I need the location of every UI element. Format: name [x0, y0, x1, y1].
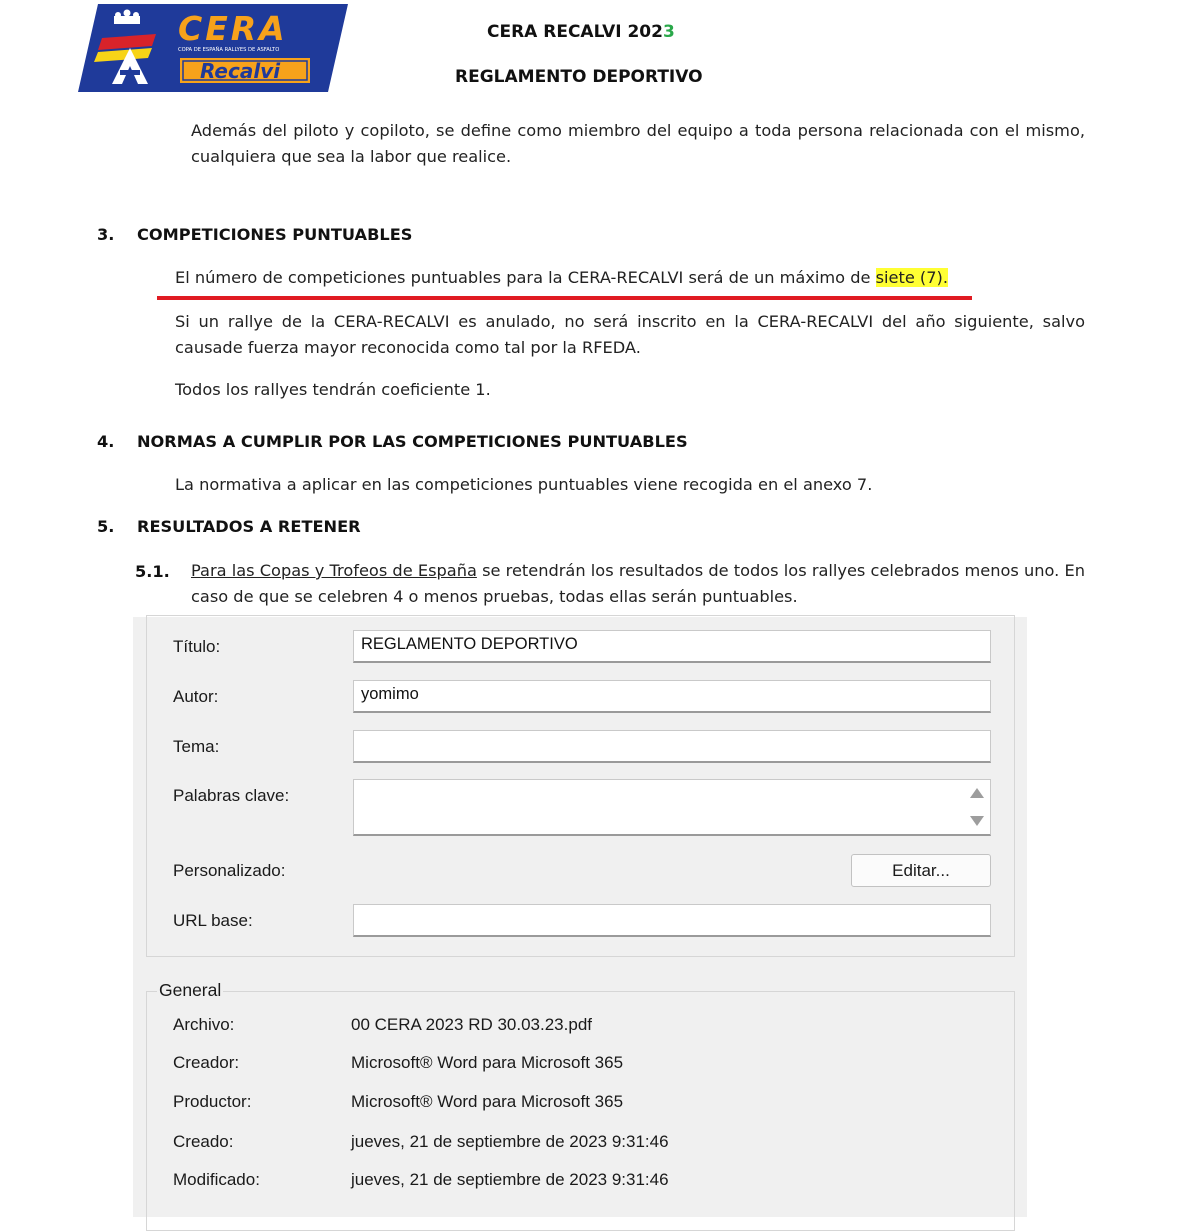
base-url-field[interactable] [353, 904, 991, 937]
section-3-paragraph-2: Si un rallye de la CERA-RECALVI es anulado, no será inscrito en la CERA-RECALVI del año siguiente, salvo causade fuerza mayor reconocida como tal por la RFEDA. [175, 312, 1085, 357]
created-value: jueves, 21 de septiembre de 2023 9:31:46 [351, 1132, 669, 1151]
section-5-number: 5. [97, 517, 115, 536]
creator-value: Microsoft® Word para Microsoft 365 [351, 1053, 624, 1072]
scroll-up-icon[interactable] [970, 788, 984, 798]
author-field[interactable]: yomimo [353, 680, 991, 713]
modified-value: jueves, 21 de septiembre de 2023 9:31:46 [351, 1170, 669, 1189]
section-4-number: 4. [97, 432, 115, 451]
logo-brand: CERA [178, 9, 288, 48]
producer-value: Microsoft® Word para Microsoft 365 [351, 1092, 624, 1111]
subsection-5-1-paragraph: Para las Copas y Trofeos de España se retendrán los resultados de todos los rallyes celebrados menos uno. En caso de que se celebren 4 o menos pruebas, todas ellas serán puntuables. [191, 561, 1085, 606]
document-subtitle: REGLAMENTO DEPORTIVO [455, 67, 703, 87]
document-properties-dialog [133, 617, 1027, 1217]
logo-tagline: COPA DE ESPAÑA RALLYES DE ASFALTO [178, 47, 280, 53]
section-3-title: COMPETICIONES PUNTUABLES [137, 225, 413, 244]
red-underline-marker [157, 296, 972, 300]
general-group-legend: General [159, 980, 222, 1000]
keywords-field[interactable] [353, 779, 991, 836]
highlighted-text: siete (7). [875, 268, 949, 287]
base-url-label: URL base: [173, 911, 253, 930]
custom-label: Personalizado: [173, 861, 286, 880]
section-4-paragraph-1: La normativa a aplicar en las competiciones puntuables viene recogida en el anexo 7. [175, 475, 873, 494]
cera-recalvi-logo [78, 4, 348, 92]
subject-label: Tema: [173, 737, 220, 756]
section-5-title: RESULTADOS A RETENER [137, 517, 361, 536]
modified-label: Modificado: [173, 1170, 260, 1189]
document-title: CERA RECALVI 2023 [487, 22, 675, 42]
keywords-label: Palabras clave: [173, 786, 290, 805]
file-value: 00 CERA 2023 RD 30.03.23.pdf [351, 1015, 592, 1034]
producer-label: Productor: [173, 1092, 252, 1111]
section-3-paragraph-3: Todos los rallyes tendrán coeficiente 1. [175, 380, 491, 399]
creator-label: Creador: [173, 1053, 240, 1072]
title-field[interactable]: REGLAMENTO DEPORTIVO [353, 630, 991, 663]
author-label: Autor: [173, 687, 219, 706]
intro-paragraph: Además del piloto y copiloto, se define como miembro del equipo a toda persona relacionada con el mismo, cualquiera que sea la labor que realice. [191, 121, 1085, 166]
section-4-title: NORMAS A CUMPLIR POR LAS COMPETICIONES PUNTUABLES [137, 432, 688, 451]
edit-custom-button[interactable]: Editar... [851, 854, 991, 887]
scroll-down-icon[interactable] [970, 816, 984, 826]
logo-sponsor: Recalvi [200, 59, 281, 83]
file-label: Archivo: [173, 1015, 235, 1034]
section-3-paragraph-1: El número de competiciones puntuables para la CERA-RECALVI será de un máximo de siete (7). [175, 268, 949, 287]
subject-field[interactable] [353, 730, 991, 763]
created-label: Creado: [173, 1132, 234, 1151]
subsection-5-1-number: 5.1. [135, 562, 170, 581]
title-label: Título: [173, 637, 221, 656]
section-3-number: 3. [97, 225, 115, 244]
